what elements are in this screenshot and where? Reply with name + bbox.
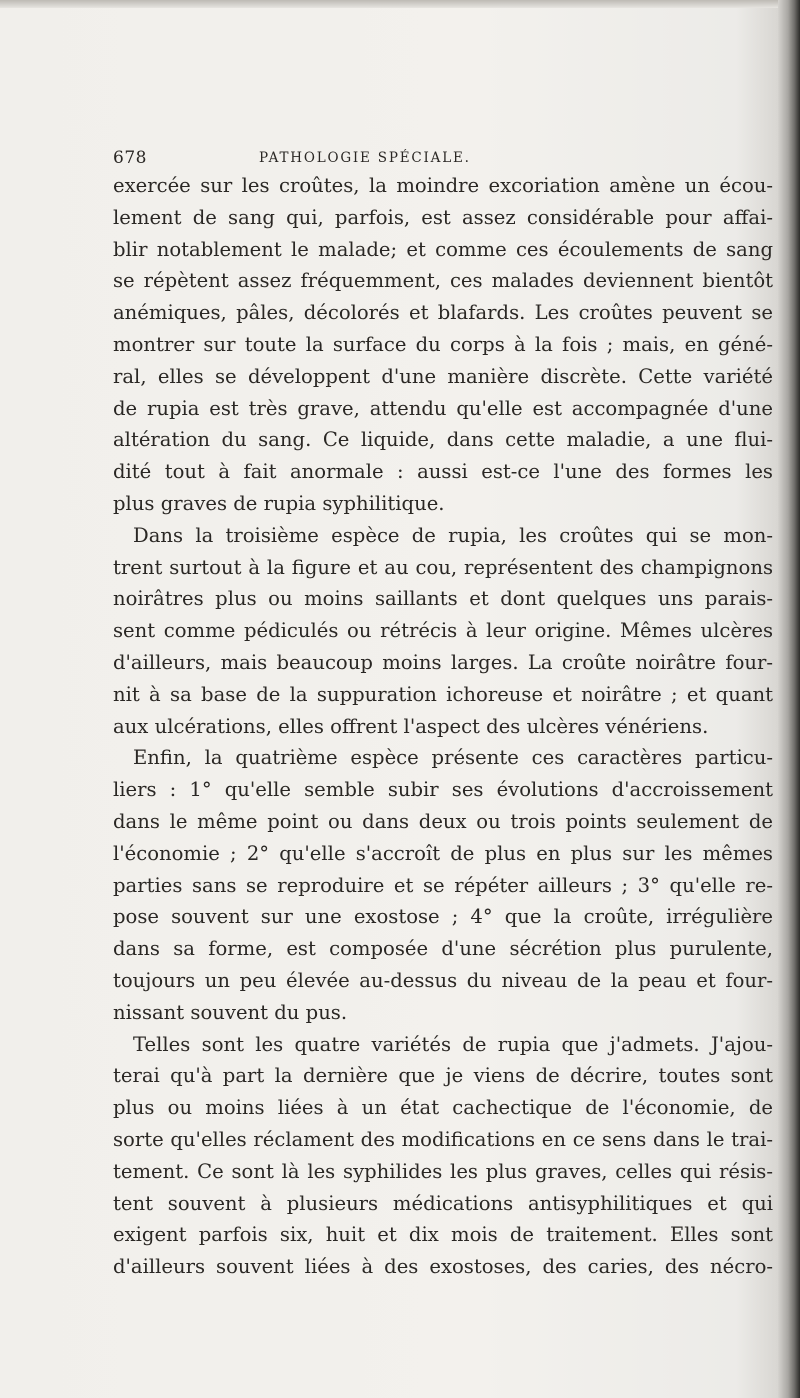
section-title: PATHOLOGIE SPÉCIALE. <box>259 150 471 166</box>
text-line: altération du sang. Ce liquide, dans cette maladie, a une flui- <box>113 428 773 452</box>
text-line: liers : 1° qu'elle semble subir ses évolutions d'accroissement <box>113 778 773 802</box>
page-number: 678 <box>113 148 147 168</box>
text-line: de rupia est très grave, attendu qu'elle est accompagnée d'une <box>113 396 773 420</box>
text-line: sent comme pédiculés ou rétrécis à leur origine. Mêmes ulcères <box>113 619 773 643</box>
text-line: tent souvent à plusieurs médications antisyphilitiques et qui <box>113 1191 773 1215</box>
text-line: terai qu'à part la dernière que je viens de décrire, toutes sont <box>113 1064 773 1088</box>
text-line: d'ailleurs souvent liées à des exostoses, des caries, des nécro- <box>113 1255 773 1279</box>
text-line: noirâtres plus ou moins saillants et dont quelques uns parais- <box>113 587 773 611</box>
text-line: parties sans se reproduire et se répéter ailleurs ; 3° qu'elle re- <box>113 873 773 897</box>
text-line: plus ou moins liées à un état cachectique de l'économie, de <box>113 1096 773 1120</box>
text-line: montrer sur toute la surface du corps à la fois ; mais, en géné- <box>113 332 773 356</box>
running-head <box>113 146 753 170</box>
text-line: dité tout à fait anormale : aussi est-ce l'une des formes les <box>113 460 773 484</box>
text-line: nit à sa base de la suppuration ichoreuse et noirâtre ; et quant <box>113 682 773 706</box>
text-line: plus graves de rupia syphilitique. <box>113 491 445 515</box>
text-line: exercée sur les croûtes, la moindre excoriation amène un écou- <box>113 174 773 197</box>
text-line: ral, elles se développent d'une manière discrète. Cette variété <box>113 364 773 388</box>
body-text <box>113 170 773 1283</box>
page-top-shadow <box>0 0 800 8</box>
text-line: trent surtout à la figure et au cou, représentent des champignons <box>113 555 773 579</box>
text-line: dans le même point ou dans deux ou trois points seulement de <box>113 809 773 833</box>
text-line: l'économie ; 2° qu'elle s'accroît de plus en plus sur les mêmes <box>113 841 773 865</box>
text-line: blir notablement le malade; et comme ces écoulements de sang <box>113 237 773 261</box>
text-line: Dans la troisième espèce de rupia, les croûtes qui se mon- <box>133 523 773 547</box>
text-line: anémiques, pâles, décolorés et blafards. Les croûtes peuvent se <box>113 301 773 325</box>
text-line: Enfin, la quatrième espèce présente ces caractères particu- <box>133 746 773 770</box>
text-line: lement de sang qui, parfois, est assez considérable pour affai- <box>113 205 773 229</box>
text-line: sorte qu'elles réclament des modifications en ce sens dans le trai- <box>113 1127 773 1151</box>
text-line: Telles sont les quatre variétés de rupia que j'admets. J'ajou- <box>133 1032 773 1056</box>
text-line: d'ailleurs, mais beaucoup moins larges. La croûte noirâtre four- <box>113 650 773 674</box>
text-line: toujours un peu élevée au-dessus du niveau de la peau et four- <box>113 968 773 992</box>
text-line: dans sa forme, est composée d'une sécrétion plus purulente, <box>113 937 773 961</box>
text-line: se répètent assez fréquemment, ces malades deviennent bientôt <box>113 269 773 293</box>
text-line: exigent parfois six, huit et dix mois de traitement. Elles sont <box>113 1223 773 1247</box>
text-line: aux ulcérations, elles offrent l'aspect des ulcères vénériens. <box>113 714 709 738</box>
book-gutter-edge <box>778 0 800 1398</box>
text-line: nissant souvent du pus. <box>113 1000 348 1024</box>
text-line: tement. Ce sont là les syphilides les plus graves, celles qui résis- <box>113 1159 773 1183</box>
text-line: pose souvent sur une exostose ; 4° que la croûte, irrégulière <box>113 905 773 929</box>
